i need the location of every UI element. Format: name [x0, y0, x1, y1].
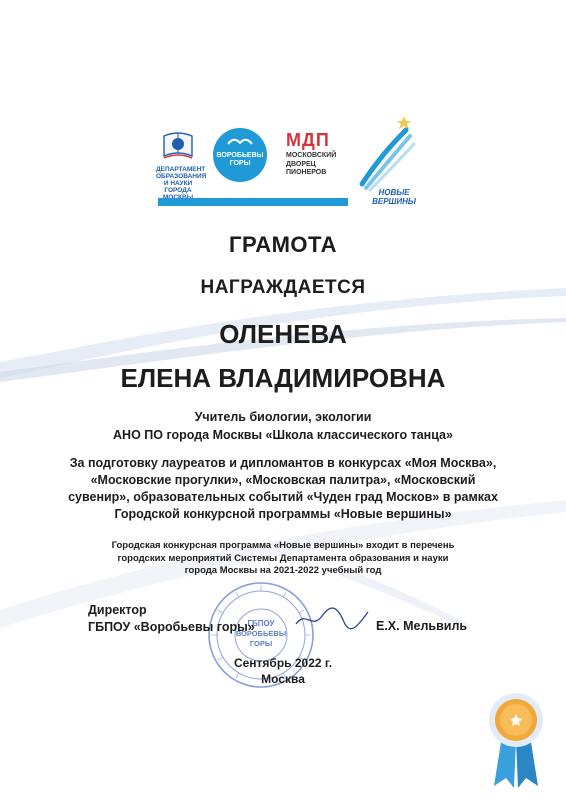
certificate-subtitle: НАГРАЖДАЕТСЯ [200, 277, 366, 298]
reason-line-3: сувенир», образовательных событий «Чуден град Москов» в рамках [68, 490, 498, 504]
logo-accent-bar [158, 198, 348, 206]
signatory-org: ГБПОУ «Воробьевы горы» [88, 620, 255, 634]
signatory-block [88, 602, 255, 636]
award-reason [0, 455, 566, 523]
nv-line-1: НОВЫЕ [378, 188, 410, 197]
issue-date: Сентябрь 2022 г. [233, 656, 333, 670]
bird-icon [226, 134, 254, 150]
mdp-line-2: ДВОРЕЦ [286, 160, 316, 168]
dept-line-2: ОБРАЗОВАНИЯ [156, 173, 207, 180]
certificate-title: ГРАМОТА [229, 232, 337, 257]
stamp-line-3: ГОРЫ [249, 639, 273, 648]
dept-line-4: ГОРОДА [164, 187, 192, 194]
dept-line-3: И НАУКИ [163, 180, 193, 187]
note-line-1: Городская конкурсная программа «Новые вершины» входит в перечень [111, 540, 455, 551]
vg-line-2: ГОРЫ [229, 160, 251, 167]
stamp-line-2: ВОРОБЬЕВЫ [235, 629, 287, 638]
stamp-line-1: ГБПОУ [247, 619, 275, 628]
vg-line-1: ВОРОБЬЕВЫ [216, 152, 264, 159]
mdp-mark: МДП [286, 130, 330, 150]
dept-line-1: ДЕПАРТАМЕНТ [156, 166, 206, 173]
note-line-2: городских мероприятий Системы Департамента образования и науки [117, 552, 449, 564]
signatory-name: Е.Х. Мельвиль [376, 619, 468, 633]
program-note [0, 540, 566, 578]
novye-vershiny-swoosh-icon [356, 112, 420, 194]
reason-line-1: За подготовку лауреатов и дипломантов в конкурсах «Моя Москва», [69, 456, 497, 470]
department-emblem-icon [160, 128, 196, 164]
nv-line-2: ВЕРШИНЫ [372, 197, 416, 206]
issue-date-block [0, 655, 566, 687]
reason-line-4: Городской конкурсной программы «Новые вершины» [114, 507, 452, 521]
position-line-2: АНО ПО города Москвы «Школа классического танца» [113, 428, 453, 442]
mdp-line-1: МОСКОВСКИЙ [286, 152, 337, 159]
signatory-role: Директор [88, 603, 147, 617]
reason-line-2: «Московские прогулки», «Московская палитра», «Московский [90, 473, 476, 487]
mdp-line-3: ПИОНЕРОВ [286, 169, 327, 176]
handwritten-signature [292, 604, 372, 632]
recipient-position [0, 408, 566, 444]
position-line-1: Учитель биологии, экологии [194, 410, 372, 424]
award-medal-icon [484, 690, 548, 790]
note-line-3: города Москвы на 2021-2022 учебный год [184, 565, 382, 576]
recipient-given-names: ЕЛЕНА ВЛАДИМИРОВНА [120, 363, 446, 393]
recipient-surname: ОЛЕНЕВА [219, 319, 347, 349]
issue-city: Москва [261, 672, 305, 686]
